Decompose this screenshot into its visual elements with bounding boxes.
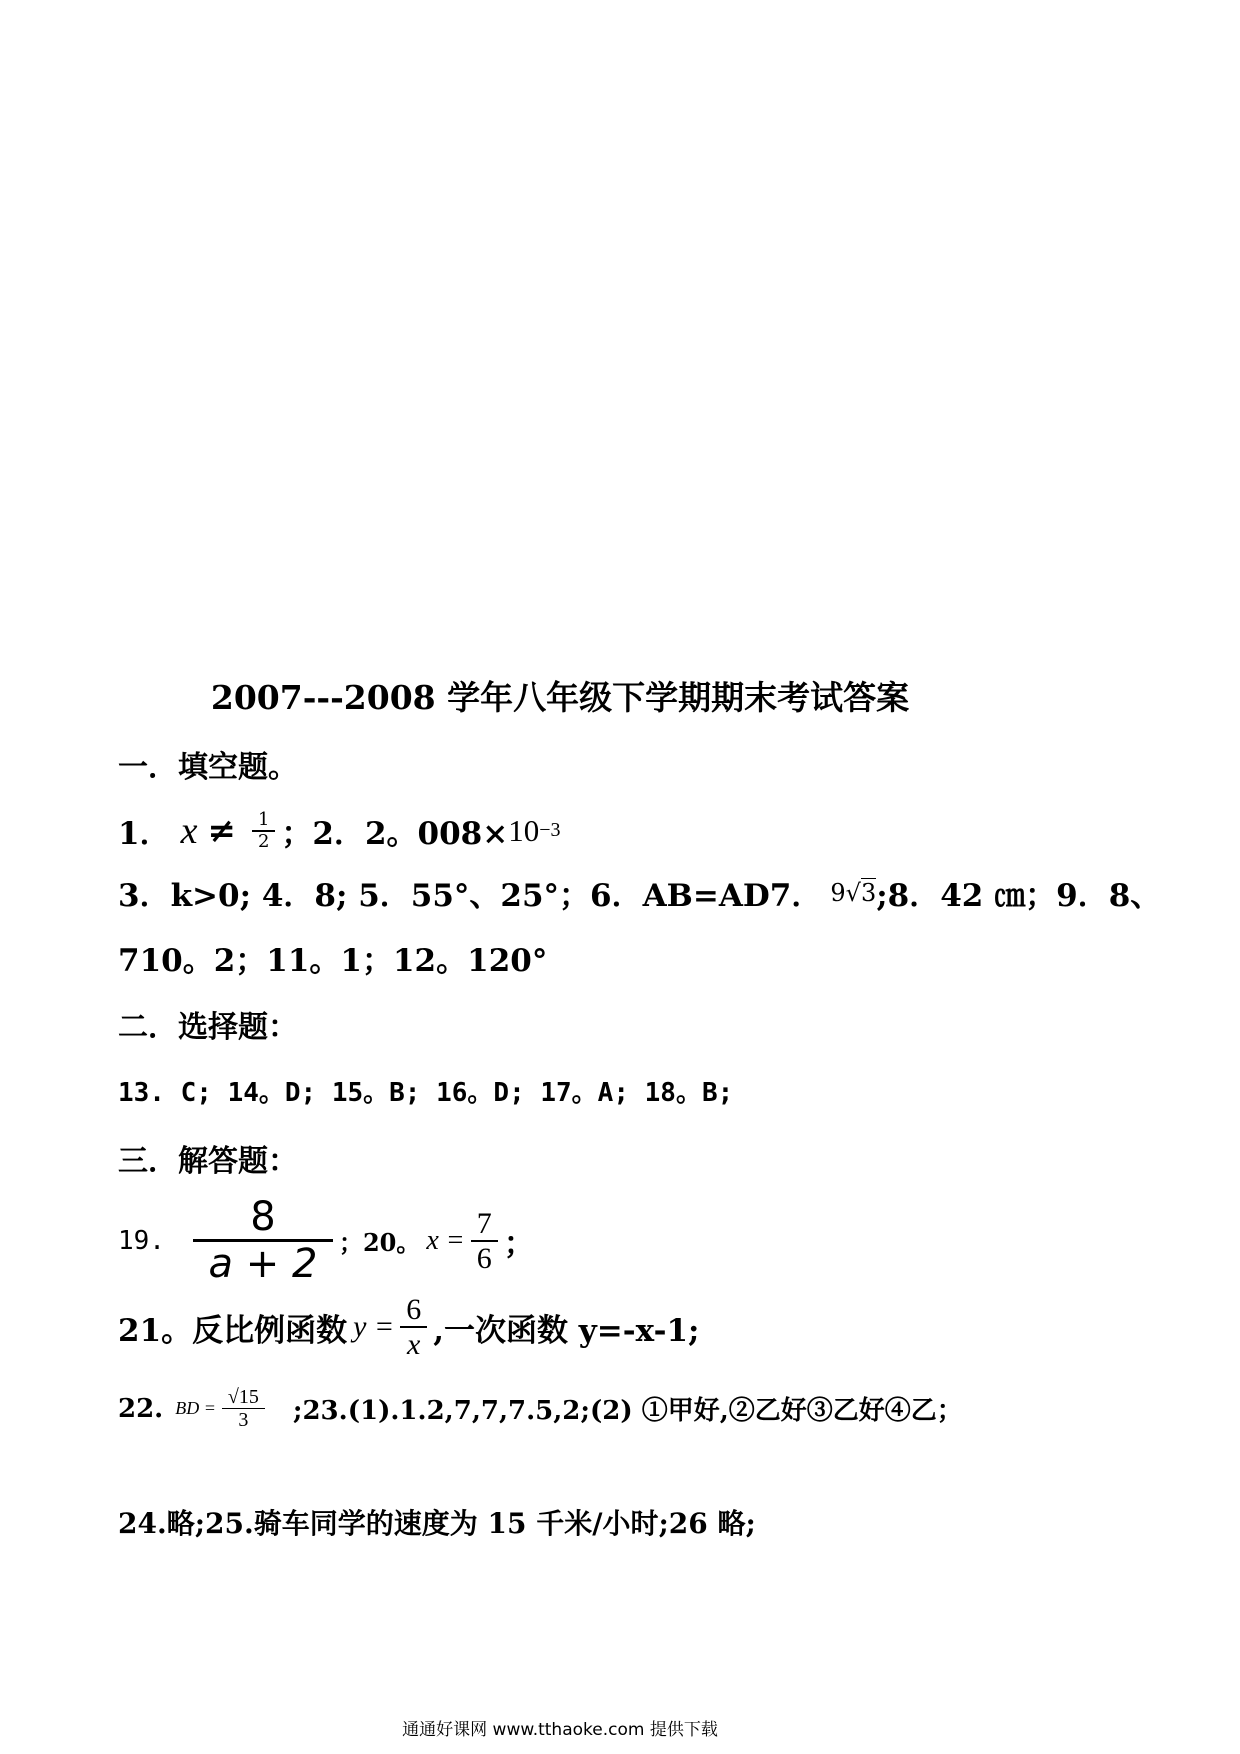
q21-frac-den: x xyxy=(407,1328,421,1361)
q1-neq: ≠ xyxy=(207,810,236,851)
answer-line-22 xyxy=(118,1386,963,1431)
page-title: 2007---2008 学年八年级下学期期末考试答案 xyxy=(210,678,910,717)
q7-coefficient: 9 xyxy=(830,878,846,907)
q20-end: ； xyxy=(503,1226,535,1262)
q21-fraction xyxy=(400,1293,427,1361)
answer-line-21 xyxy=(118,1293,699,1361)
q1-number: 1． xyxy=(118,816,171,852)
q20-fraction xyxy=(471,1207,498,1275)
answer-line-710: 710。2；11。1；12。120° xyxy=(118,943,548,979)
q1-separator: ；2．2。008× xyxy=(281,816,509,852)
choice-answers: 13. C; 14。D; 15。B; 16。D; 17。A; 18。B; xyxy=(118,1078,734,1108)
q1-variable: x xyxy=(180,809,198,852)
q20-lhs: x = xyxy=(426,1224,465,1256)
q22-frac-num: √15 xyxy=(227,1386,259,1408)
q1-frac-num: 1 xyxy=(257,808,270,830)
q3-part1: 3．k>0; 4．8; 5．55°、25°；6．AB=AD7． xyxy=(118,878,823,914)
section-solve: 三．解答题： xyxy=(118,1144,298,1179)
q21-frac-num: 6 xyxy=(406,1293,422,1326)
q22-fraction xyxy=(222,1386,265,1431)
q22-lhs: BD = xyxy=(175,1398,216,1418)
section-choice: 二．选择题： xyxy=(118,1010,298,1045)
q1-base: 10 xyxy=(508,812,540,848)
q20-frac-den: 6 xyxy=(476,1241,492,1275)
q21-suffix: ,一次函数 y=-x-1; xyxy=(433,1312,700,1349)
q19-frac-num: 8 xyxy=(250,1194,276,1240)
answer-line-19 xyxy=(118,1195,535,1286)
q19-frac-den: a + 2 xyxy=(208,1241,318,1287)
q19-separator: ；20。 xyxy=(338,1228,421,1257)
q19-fraction xyxy=(193,1195,333,1286)
q1-frac-den: 2 xyxy=(257,830,270,852)
q3-part2: ;8．42 ㎝；9．8、 xyxy=(876,878,1162,914)
q1-exponent: −3 xyxy=(539,819,561,841)
q21-lhs: y = xyxy=(353,1310,395,1343)
answer-line-24: 24.略;25.骑车同学的速度为 15 千米/小时;26 略; xyxy=(118,1507,756,1540)
answer-line-1 xyxy=(118,808,561,853)
footer-credit: 通通好课网 www.tthaoke.com 提供下载 xyxy=(402,1720,718,1740)
q22-number: 22. xyxy=(118,1393,164,1424)
q20-frac-num: 7 xyxy=(476,1206,492,1240)
q7-sqrt-arg: 3 xyxy=(860,878,877,907)
q21-prefix: 21。反比例函数 xyxy=(118,1312,348,1349)
section-fill-in: 一．填空题。 xyxy=(118,750,298,785)
q1-fraction xyxy=(252,810,275,852)
answer-line-3 xyxy=(118,870,1161,915)
q7-sqrt: √3 xyxy=(845,878,877,907)
q22-frac-den: 3 xyxy=(238,1409,249,1431)
q19-number: 19. xyxy=(118,1225,165,1256)
q22-suffix: ;23.(1).1.2,7,7,7.5,2;(2) ①甲好,②乙好③乙好④乙； xyxy=(292,1396,963,1426)
